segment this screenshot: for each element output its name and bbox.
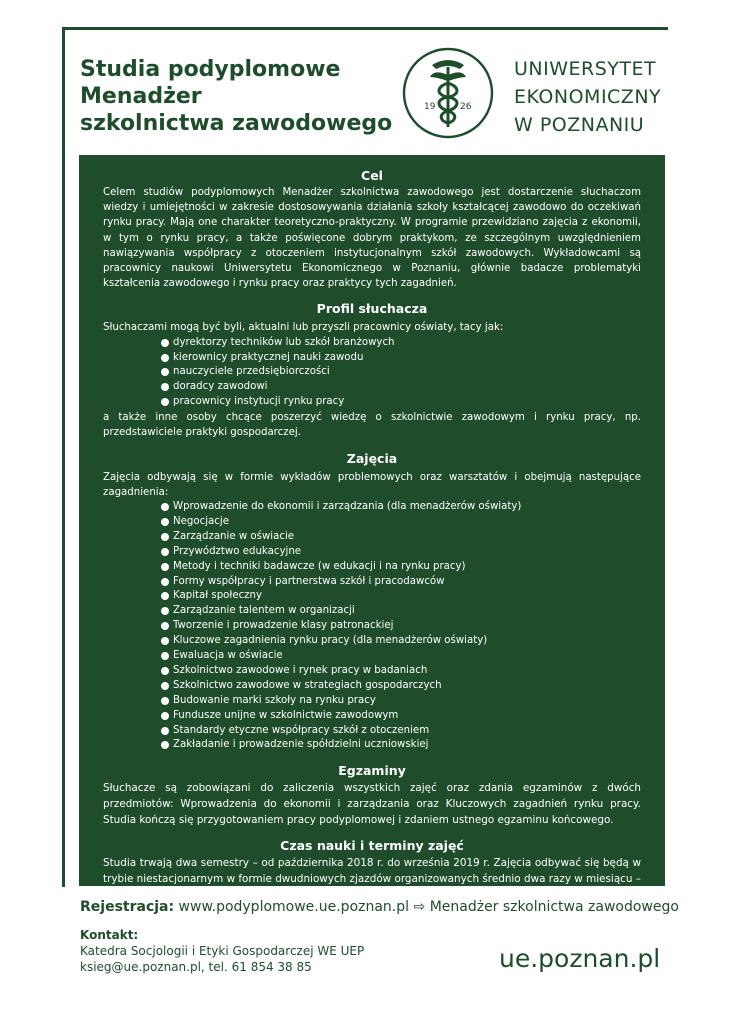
- list-item: Fundusze unijne w szkolnictwie zawodowym: [161, 709, 641, 724]
- bullet-icon: [161, 339, 169, 347]
- bullet-icon: [161, 578, 169, 586]
- bullet-icon: [161, 398, 169, 406]
- page-title: [80, 56, 393, 137]
- list-item: Formy współpracy i partnerstwa szkół i pracodawców: [161, 575, 641, 590]
- title-line-2: Menadżer: [80, 84, 202, 109]
- bullet-icon: [161, 607, 169, 615]
- section-text-czas: Studia trwają dwa semestry – od października 2018 r. do września 2019 r. Zajęcia odbywać się będą w trybie niestacjonarnym w formie dwudniowych zjazdów organizowanych średnio dwa razy w miesiącu – w piątki po południu oraz w soboty.: [103, 857, 641, 902]
- list-item: Kapitał społeczny: [161, 589, 641, 604]
- list-item: dyrektorzy techników lub szkół branżowych: [161, 336, 641, 351]
- contact-block: [80, 928, 364, 975]
- list-item: Tworzenie i prowadzenie klasy patronackiej: [161, 619, 641, 634]
- section-zajecia: [103, 450, 641, 754]
- bullet-icon: [161, 727, 169, 735]
- bullet-icon: [161, 592, 169, 600]
- section-cel: [103, 167, 641, 291]
- logo-year-left: 19: [424, 102, 436, 112]
- list-item: Szkolnictwo zawodowe w strategiach gospodarczych: [161, 679, 641, 694]
- bullet-icon: [161, 637, 169, 645]
- list-item: Budowanie marki szkoły na rynku pracy: [161, 694, 641, 709]
- title-line-1: Studia podyplomowe: [80, 57, 341, 82]
- website-link[interactable]: ue.poznan.pl: [499, 944, 661, 973]
- zajecia-bullet-list: [103, 500, 641, 753]
- content-panel: [79, 155, 665, 902]
- bullet-icon: [161, 652, 169, 660]
- registration-line: [80, 899, 679, 915]
- list-item: doradcy zawodowi: [161, 380, 641, 395]
- registration-target: Menadżer szkolnictwa zawodowego: [429, 899, 679, 915]
- bullet-icon: [161, 354, 169, 362]
- list-item: Standardy etyczne współpracy szkół z otoczeniem: [161, 724, 641, 739]
- list-item: kierownicy praktycznej nauki zawodu: [161, 351, 641, 366]
- university-name-line-3: W POZNANIU: [514, 114, 645, 136]
- list-item: nauczyciele przedsiębiorczości: [161, 365, 641, 380]
- bullet-icon: [161, 712, 169, 720]
- university-name-line-2: EKONOMICZNY: [514, 86, 662, 108]
- university-name-line-1: UNIWERSYTET: [514, 58, 657, 80]
- arrow-right-icon: ⇨: [413, 899, 426, 915]
- bullet-icon: [161, 518, 169, 526]
- section-intro-profil: Słuchaczami mogą być byli, aktualni lub przyszli pracownicy oświaty, tacy jak:: [103, 322, 504, 334]
- list-item: Zakładanie i prowadzenie spółdzielni uczniowskiej: [161, 738, 641, 753]
- list-item: Przywództwo edukacyjne: [161, 545, 641, 560]
- section-heading-czas: Czas nauki i terminy zajęć: [280, 838, 464, 854]
- section-heading-cel: Cel: [361, 168, 383, 183]
- list-item: Zarządzanie talentem w organizacji: [161, 604, 641, 619]
- bullet-icon: [161, 368, 169, 376]
- contact-department: Katedra Socjologii i Etyki Gospodarczej WE UEP: [80, 944, 365, 958]
- list-item: Zarządzanie w oświacie: [161, 530, 641, 545]
- bullet-icon: [161, 682, 169, 690]
- list-item: pracownicy instytucji rynku pracy: [161, 395, 641, 410]
- section-intro-zajecia: Zajęcia odbywają się w formie wykładów problemowych oraz warsztatów i obejmują następujące zagadnienia:: [103, 471, 641, 498]
- registration-url-link[interactable]: www.podyplomowe.ue.poznan.pl: [178, 899, 410, 915]
- list-item: Kluczowe zagadnienia rynku pracy (dla menadżerów oświaty): [161, 634, 641, 649]
- bullet-icon: [161, 503, 169, 511]
- bullet-icon: [161, 383, 169, 391]
- frame-top-border: [62, 27, 668, 30]
- bullet-icon: [161, 741, 169, 749]
- registration-label: Rejestracja:: [80, 899, 175, 915]
- bullet-icon: [161, 667, 169, 675]
- section-heading-zajecia: Zajęcia: [346, 450, 398, 466]
- contact-email-phone[interactable]: ksieg@ue.poznan.pl, tel. 61 854 38 85: [80, 960, 312, 974]
- bullet-icon: [161, 697, 169, 705]
- section-profil: [103, 300, 641, 440]
- bullet-icon: [161, 548, 169, 556]
- section-text-egzaminy: Słuchacze są zobowiązani do zaliczenia wszystkich zajęć oraz zdania egzaminów z dwóch przedmiotów: Wprowadzenia do ekonomii i zarządzania oraz Kluczowych zagadnień rynku pracy. Studia kończą się przygotowaniem pracy podyplomowej i zdaniem ustnego egzaminu końcowego.: [103, 782, 641, 827]
- list-item: Ewaluacja w oświacie: [161, 649, 641, 664]
- profil-bullet-list: [103, 336, 641, 411]
- logo-year-right: 26: [460, 102, 472, 112]
- bullet-icon: [161, 563, 169, 571]
- contact-label: Kontakt:: [80, 928, 139, 942]
- section-heading-profil: Profil słuchacza: [316, 301, 428, 317]
- university-logo-icon: [402, 47, 494, 139]
- section-text-cel: Celem studiów podyplomowych Menadżer szkolnictwa zawodowego jest dostarczenie słuchaczom wiedzy i umiejętności w zakresie dostosowywania działania szkoły kształcącej zawodowo do oczekiwań rynku pracy. Mają one charakter teoretyczno-praktyczny. W programie przewidziano zajęcia z ekonomii, w tym o rynku pracy, a także poświęcone dobrym praktykom, ze szczególnym uwzględnieniem nawiązywania współpracy z otoczeniem instytucjonalnym szkół zawodowych. Wykładowcami są pracownicy naukowi Uniwersytetu Ekonomicznego w Poznaniu, głównie badacze problematyki kształcenia zawodowego i rynku pracy oraz praktycy tych zagadnień.: [103, 187, 641, 290]
- list-item: Szkolnictwo zawodowe i rynek pracy w badaniach: [161, 664, 641, 679]
- bullet-icon: [161, 622, 169, 630]
- section-egzaminy: [103, 762, 641, 828]
- university-name: [514, 55, 661, 139]
- list-item: Wprowadzenie do ekonomii i zarządzania (dla menadżerów oświaty): [161, 500, 641, 515]
- bullet-icon: [161, 533, 169, 541]
- title-line-3: szkolnictwa zawodowego: [80, 111, 393, 136]
- section-heading-egzaminy: Egzaminy: [338, 763, 406, 779]
- section-outro-profil: a także inne osoby chcące poszerzyć wiedzę o szkolnictwie zawodowym i rynku pracy, np. przedstawiciele praktyki gospodarczej.: [103, 412, 641, 439]
- section-czas: [103, 837, 641, 903]
- list-item: Negocjacje: [161, 515, 641, 530]
- list-item: Metody i techniki badawcze (w edukacji i na rynku pracy): [161, 560, 641, 575]
- frame-left-border: [62, 27, 65, 887]
